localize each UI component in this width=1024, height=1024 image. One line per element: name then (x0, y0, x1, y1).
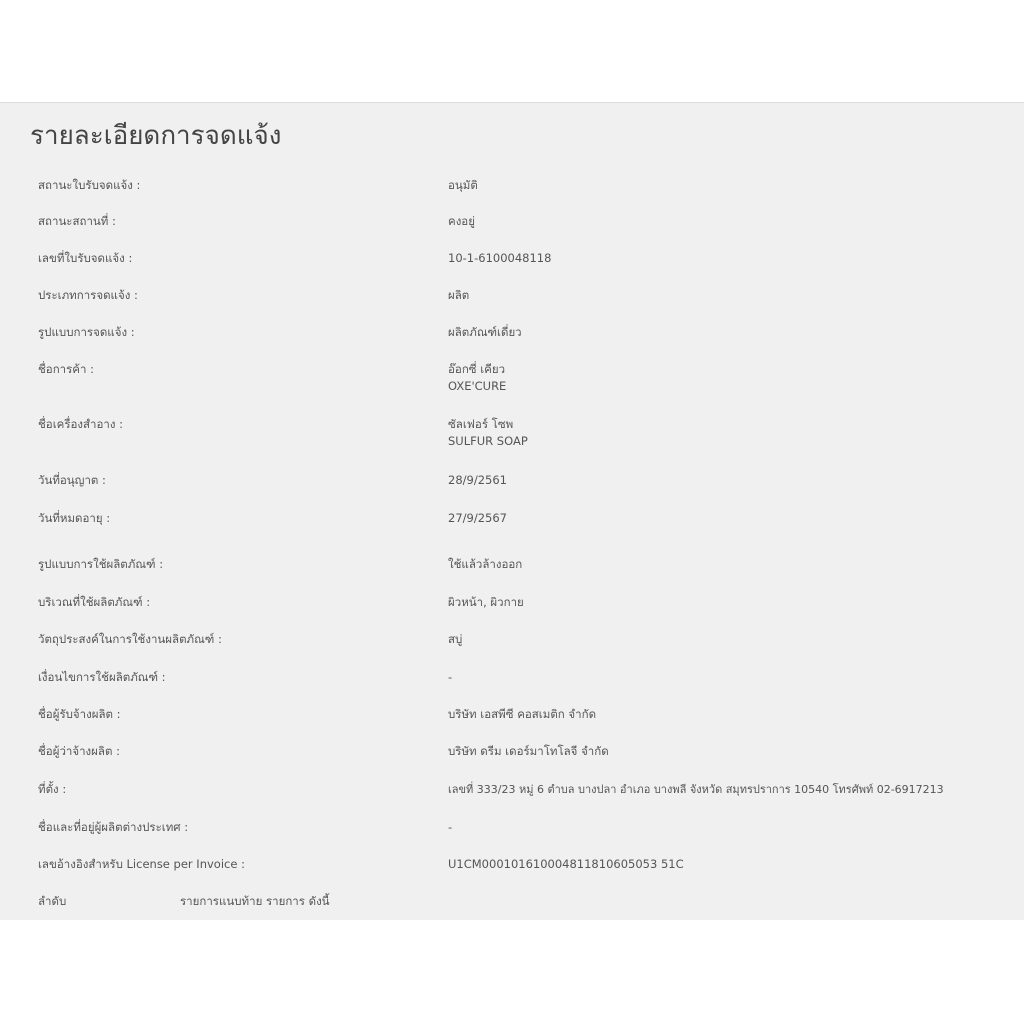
field-label: สถานะใบรับจดแจ้ง : (38, 178, 141, 192)
field-value: สบู่ (448, 632, 463, 646)
field-value: คงอยู่ (448, 214, 475, 228)
field-value: ใช้แล้วล้างออก (448, 557, 523, 571)
field-value: อนุมัติ (448, 178, 478, 192)
field-label: ชื่อเครื่องสำอาง : (38, 417, 124, 431)
field-label: เลขอ้างอิงสำหรับ License per Invoice : (38, 857, 245, 871)
field-value (448, 361, 506, 395)
attachment-list-header: รายการแนบท้าย รายการ ดังนี้ (180, 894, 330, 908)
field-value: 10-1-6100048118 (448, 251, 552, 265)
field-label: ประเภทการจดแจ้ง : (38, 288, 138, 302)
field-label: เลขที่ใบรับจดแจ้ง : (38, 251, 133, 265)
field-label: รูปแบบการใช้ผลิตภัณฑ์ : (38, 557, 164, 571)
field-value: บริษัท ดรีม เดอร์มาโทโลจี จำกัด (448, 744, 609, 758)
field-value: 28/9/2561 (448, 473, 507, 487)
cosmetic-name-english: SULFUR SOAP (448, 434, 528, 448)
field-value: - (448, 670, 453, 684)
field-value: ผลิตภัณฑ์เดี่ยว (448, 325, 522, 339)
field-value: ผิวหน้า, ผิวกาย (448, 595, 524, 609)
field-value: เลขที่ 333/23 หมู่ 6 ตำบล บางปลา อำเภอ บางพลี จังหวัด สมุทรปราการ 10540 โทรศัพท์ 02-6917213 (448, 783, 944, 796)
page-title: รายละเอียดการจดแจ้ง (30, 121, 282, 151)
cosmetic-name-thai: ซัลเฟอร์ โซพ (448, 417, 514, 431)
field-value: ผลิต (448, 288, 470, 302)
field-label: วัตถุประสงค์ในการใช้งานผลิตภัณฑ์ : (38, 632, 222, 646)
trade-name-english: OXE'CURE (448, 379, 507, 393)
field-value: - (448, 820, 453, 834)
field-value: บริษัท เอสพีซี คอสเมติก จำกัด (448, 707, 597, 721)
field-label: เงื่อนไขการใช้ผลิตภัณฑ์ : (38, 670, 166, 684)
attachment-order-header: ลำดับ (38, 894, 67, 908)
field-label: ชื่อและที่อยู่ผู้ผลิตต่างประเทศ : (38, 820, 189, 834)
field-label: ชื่อการค้า : (38, 362, 94, 376)
field-label: ชื่อผู้รับจ้างผลิต : (38, 707, 121, 721)
field-value: 27/9/2567 (448, 511, 507, 525)
field-label: บริเวณที่ใช้ผลิตภัณฑ์ : (38, 595, 151, 609)
field-label: รูปแบบการจดแจ้ง : (38, 325, 135, 339)
field-value: U1CM000101610004811810605053 51C (448, 857, 684, 871)
field-value (448, 416, 528, 450)
field-label: สถานะสถานที่ : (38, 214, 116, 228)
field-label: วันที่หมดอายุ : (38, 511, 111, 525)
field-label: ชื่อผู้ว่าจ้างผลิต : (38, 744, 120, 758)
field-label: ที่ตั้ง : (38, 782, 67, 796)
registration-detail-panel (0, 102, 1024, 920)
field-label: วันที่อนุญาต : (38, 473, 106, 487)
trade-name-thai: อ๊อกซี่ เคียว (448, 362, 506, 376)
